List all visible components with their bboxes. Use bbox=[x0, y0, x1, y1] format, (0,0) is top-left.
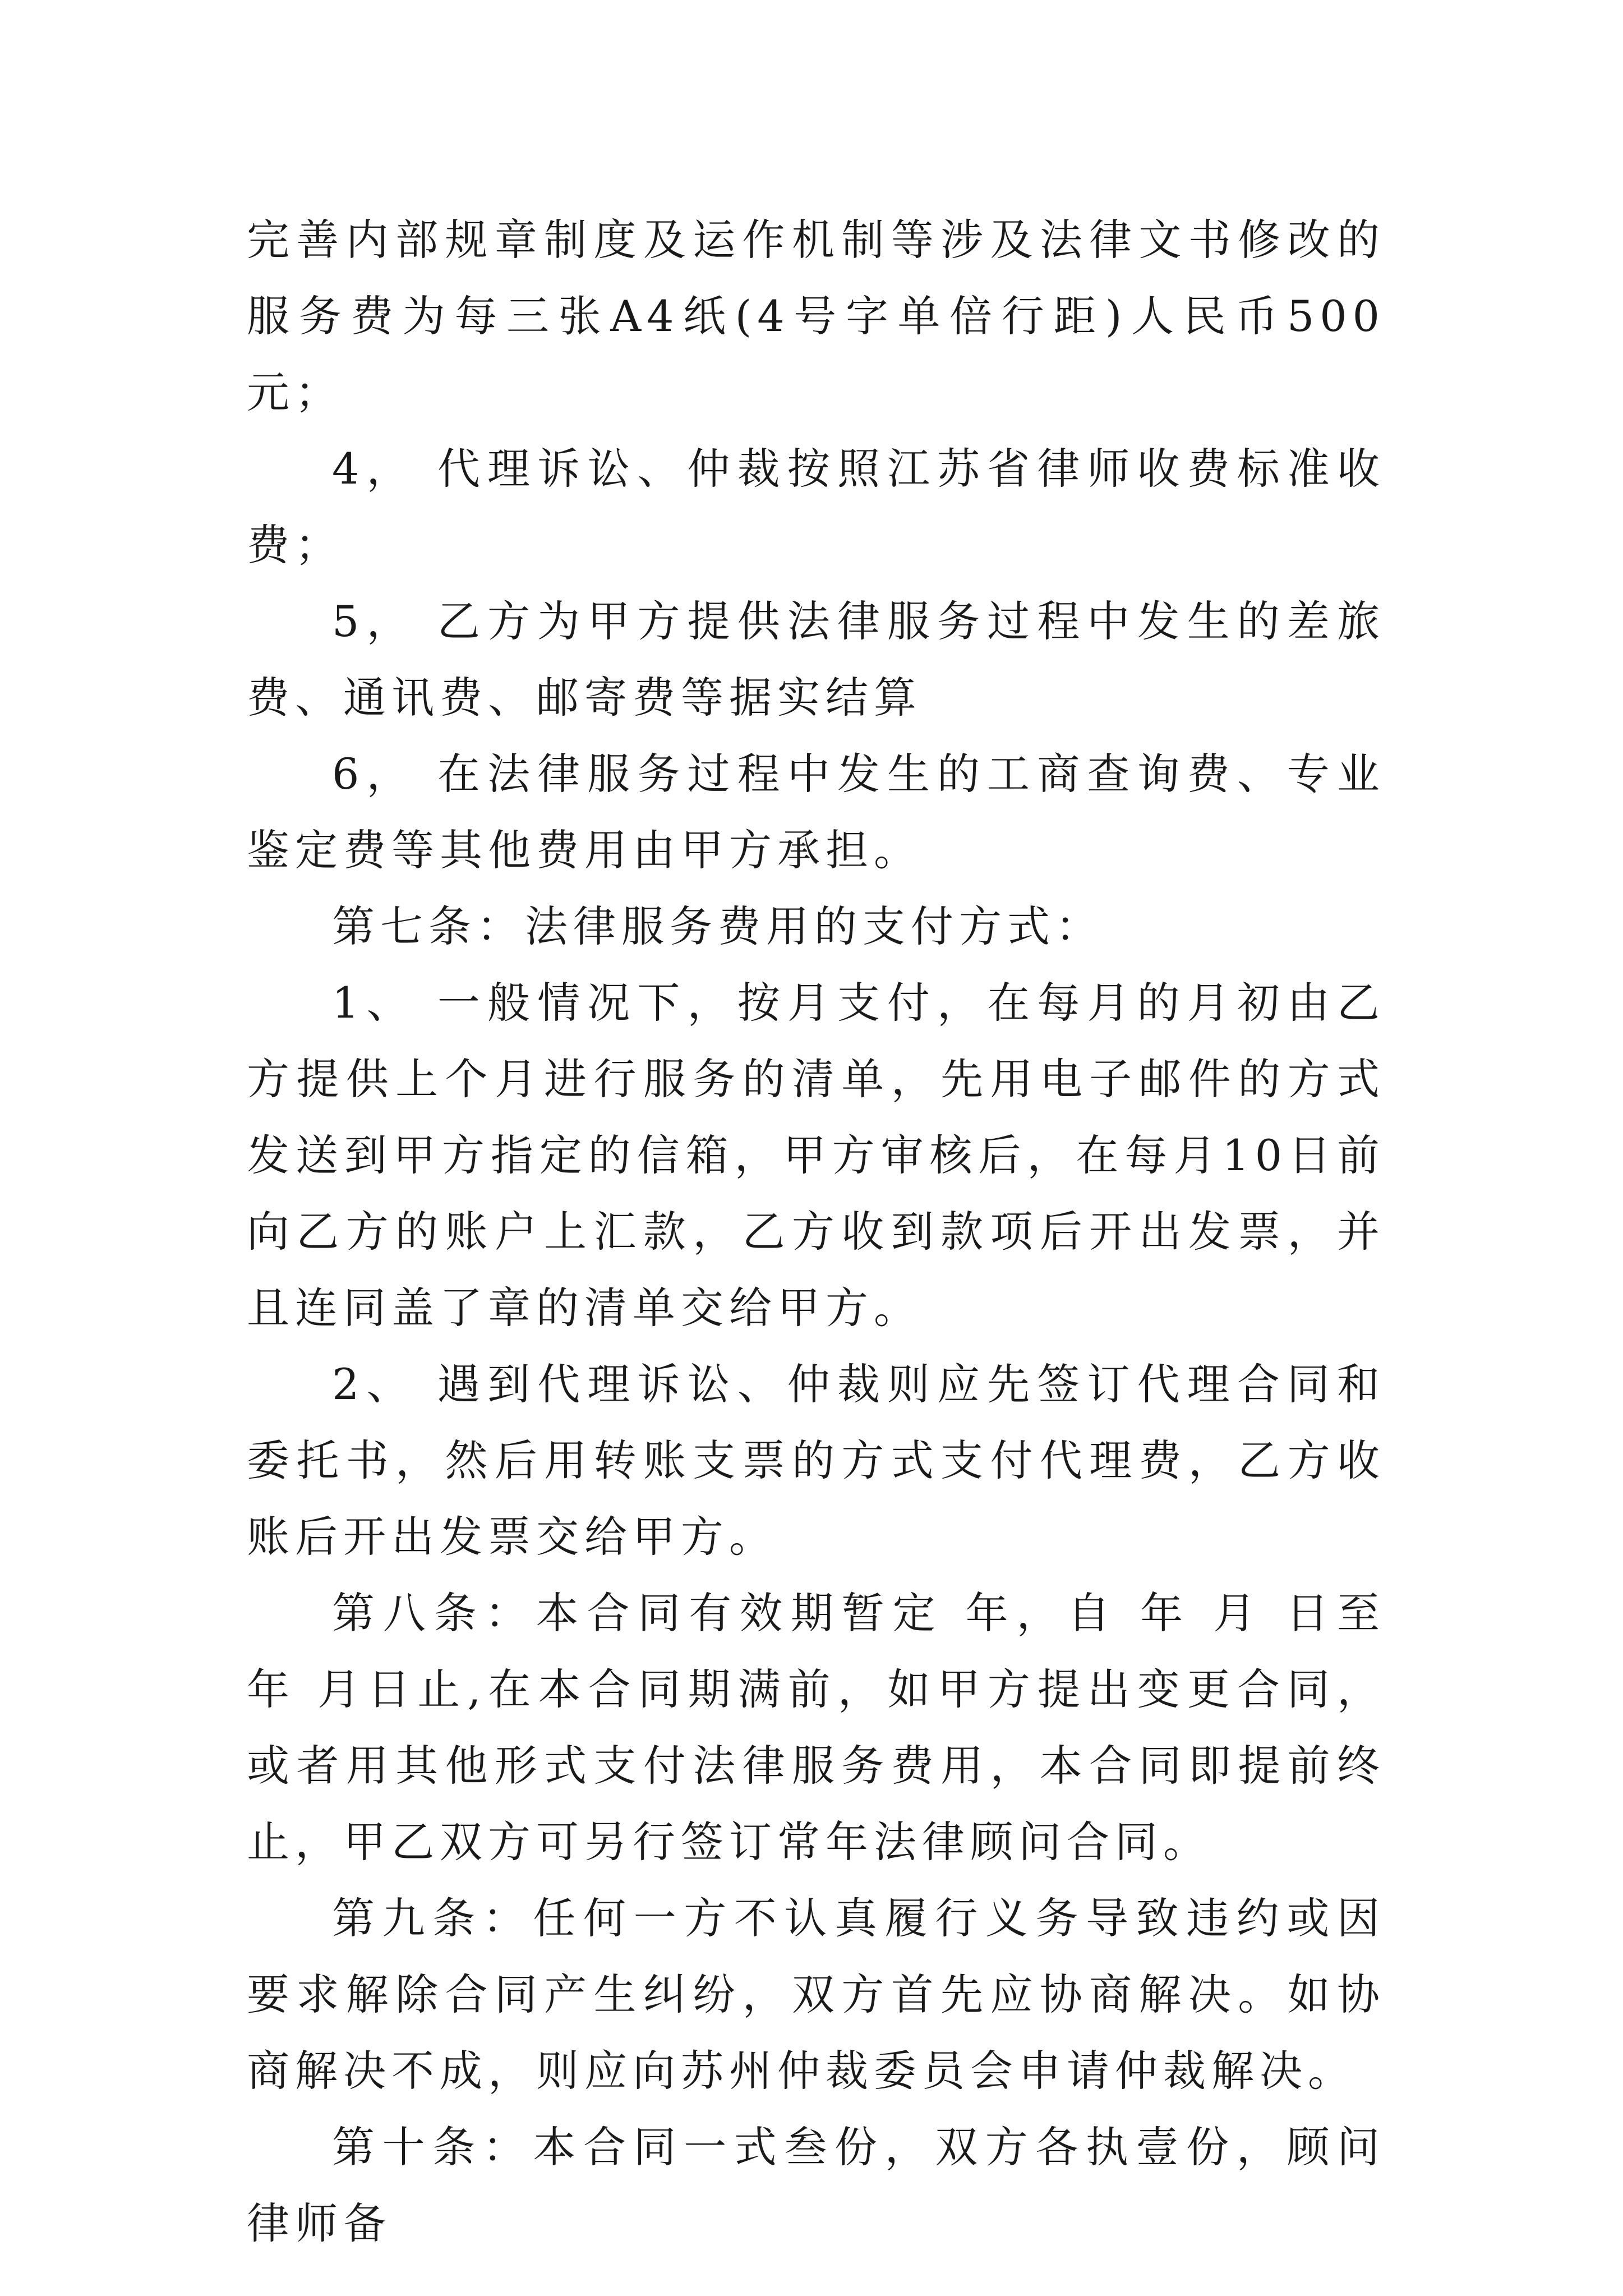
paragraph-article-7-item-1: 1、 一般情况下，按月支付，在每月的月初由乙方提供上个月进行服务的清单，先用电子邮件的方式发送到甲方指定的信箱，甲方审核后，在每月10日前向乙方的账户上汇款，乙方收到款项后开出发票，并且连同盖了章的清单交给甲方。 bbox=[247, 978, 1385, 1333]
paragraph-article-7-item-2: 2、 遇到代理诉讼、仲裁则应先签订代理合同和委托书，然后用转账支票的方式支付代理费，乙方收账后开出发票交给甲方。 bbox=[247, 1359, 1385, 1562]
document-body bbox=[247, 202, 1385, 2262]
paragraph-item-4: 4， 代理诉讼、仲裁按照江苏省律师收费标准收费； bbox=[247, 444, 1385, 570]
paragraph-article-10: 第十条：本合同一式叁份，双方各执壹份，顾问律师备 bbox=[247, 2122, 1385, 2248]
paragraph-service-fee: 完善内部规章制度及运作机制等涉及法律文书修改的服务费为每三张A4纸(4号字单倍行距)人民币500元； bbox=[247, 215, 1385, 417]
paragraph-article-9: 第九条：任何一方不认真履行义务导致违约或因要求解除合同产生纠纷，双方首先应协商解决。如协商解决不成，则应向苏州仲裁委员会申请仲裁解决。 bbox=[247, 1893, 1385, 2096]
paragraph-article-8: 第八条：本合同有效期暂定 年，自 年 月 日至 年 月日止,在本合同期满前，如甲方提出变更合同，或者用其他形式支付法律服务费用，本合同即提前终止，甲乙双方可另行签订常年法律顾问合同。 bbox=[247, 1588, 1385, 1867]
paragraph-item-6: 6， 在法律服务过程中发生的工商查询费、专业鉴定费等其他费用由甲方承担。 bbox=[247, 749, 1385, 875]
paragraph-item-5: 5， 乙方为甲方提供法律服务过程中发生的差旅费、通讯费、邮寄费等据实结算 bbox=[247, 596, 1385, 723]
paragraph-article-7: 第七条：法律服务费用的支付方式： bbox=[332, 901, 1104, 951]
